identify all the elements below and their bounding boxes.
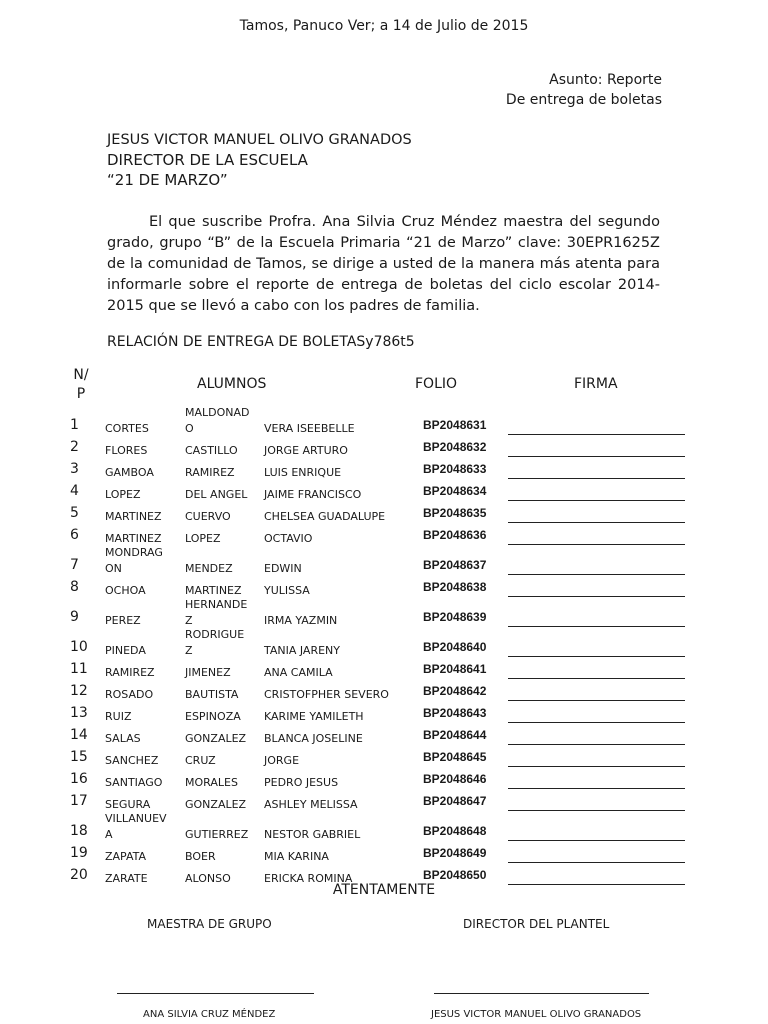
signature-line[interactable] xyxy=(508,678,685,679)
student-lastname-1: ZAPATA xyxy=(105,850,147,863)
row-number: 7 xyxy=(70,557,79,573)
left-signature-role: MAESTRA DE GRUPO xyxy=(147,917,272,931)
closing-salutation-text: ATENTAMENTE xyxy=(332,882,436,898)
addressee-block xyxy=(107,130,412,190)
student-lastname-2: CUERVO xyxy=(185,510,231,523)
right-signature-name: JESUS VICTOR MANUEL OLIVO GRANADOS xyxy=(431,1009,642,1020)
header-folio: FOLIO xyxy=(415,376,458,392)
left-signature-line xyxy=(117,993,314,994)
signature-line[interactable] xyxy=(508,862,685,863)
student-lastname-1: GAMBOA xyxy=(105,466,154,479)
header-np: N/ P xyxy=(73,367,89,402)
row-number: 10 xyxy=(70,639,88,655)
student-lastname-2: JIMENEZ xyxy=(185,666,231,679)
table-row xyxy=(0,502,768,524)
body-paragraph-text: El que suscribe Profra. Ana Silvia Cruz Méndez maestra del segundo grado, grupo “B” de la Escuela Primaria “21 de Marzo” clave: 30EPR1625Z de la comunidad de Tamos, se dirige a usted de la manera más atenta para informarle sobre el reporte de entrega de boletas del ciclo escolar 2014-2015 que se llevó a cabo con los padres de familia. xyxy=(107,214,660,314)
student-lastname-2: ESPINOZA xyxy=(185,710,241,723)
row-number: 19 xyxy=(70,845,88,861)
folio-number: BP2048646 xyxy=(423,772,487,786)
folio-number: BP2048645 xyxy=(423,750,487,764)
student-lastname-2: GONZALEZ xyxy=(185,732,247,745)
table-row xyxy=(0,842,768,864)
table-row xyxy=(0,546,768,576)
table-row xyxy=(0,702,768,724)
row-number: 9 xyxy=(70,609,79,625)
student-lastname-2: BOER xyxy=(185,850,216,863)
table-row xyxy=(0,812,768,842)
signature-line[interactable] xyxy=(508,522,685,523)
student-lastname-1: SALAS xyxy=(105,732,141,745)
right-signature-role: DIRECTOR DEL PLANTEL xyxy=(463,917,610,931)
table-row xyxy=(0,458,768,480)
date-line: Tamos, Panuco Ver; a 14 de Julio de 2015 xyxy=(239,18,529,34)
subject-block xyxy=(506,70,662,110)
signature-line[interactable] xyxy=(508,840,685,841)
student-lastname-2: MALDONAD O xyxy=(185,406,250,435)
student-lastname-1: SANTIAGO xyxy=(105,776,163,789)
student-lastname-1: RUIZ xyxy=(105,710,132,723)
folio-number: BP2048647 xyxy=(423,794,487,808)
right-signature-line xyxy=(434,993,649,994)
row-number: 1 xyxy=(70,417,79,433)
folio-number: BP2048639 xyxy=(423,610,487,624)
row-number: 14 xyxy=(70,727,88,743)
header-firma: FIRMA xyxy=(574,376,618,392)
student-lastname-2: DEL ANGEL xyxy=(185,488,248,501)
student-first-names: VERA ISEEBELLE xyxy=(264,422,355,435)
student-lastname-2: BAUTISTA xyxy=(185,688,239,701)
row-number: 13 xyxy=(70,705,88,721)
signature-line[interactable] xyxy=(508,456,685,457)
signature-line[interactable] xyxy=(508,700,685,701)
signature-line[interactable] xyxy=(508,744,685,745)
row-number: 11 xyxy=(70,661,88,677)
folio-number: BP2048643 xyxy=(423,706,487,720)
row-number: 16 xyxy=(70,771,88,787)
row-number: 3 xyxy=(70,461,79,477)
student-first-names: JAIME FRANCISCO xyxy=(264,488,362,501)
table-row xyxy=(0,658,768,680)
student-first-names: ERICKA ROMINA xyxy=(264,872,353,885)
folio-number: BP2048648 xyxy=(423,824,487,838)
student-lastname-1: SEGURA xyxy=(105,798,151,811)
student-first-names: CHELSEA GUADALUPE xyxy=(264,510,386,523)
table-row xyxy=(0,524,768,546)
signature-line[interactable] xyxy=(508,478,685,479)
folio-number: BP2048633 xyxy=(423,462,487,476)
student-first-names: JORGE xyxy=(264,754,300,767)
table-row xyxy=(0,436,768,458)
signature-line[interactable] xyxy=(508,626,685,627)
table-row xyxy=(0,598,768,628)
body-paragraph xyxy=(107,212,660,317)
signature-line[interactable] xyxy=(508,810,685,811)
folio-number: BP2048638 xyxy=(423,580,487,594)
table-row xyxy=(0,746,768,768)
table-row xyxy=(0,680,768,702)
table-row xyxy=(0,480,768,502)
student-first-names: MIA KARINA xyxy=(264,850,329,863)
student-first-names: BLANCA JOSELINE xyxy=(264,732,363,745)
addressee-position: DIRECTOR DE LA ESCUELA xyxy=(107,151,308,169)
signature-line[interactable] xyxy=(508,596,685,597)
student-lastname-2: CASTILLO xyxy=(185,444,238,457)
student-lastname-2: LOPEZ xyxy=(185,532,221,545)
row-number: 4 xyxy=(70,483,79,499)
row-number: 5 xyxy=(70,505,79,521)
folio-number: BP2048631 xyxy=(423,418,487,432)
student-lastname-1: MARTINEZ xyxy=(105,510,162,523)
folio-number: BP2048650 xyxy=(423,868,487,882)
folio-number: BP2048636 xyxy=(423,528,487,542)
signature-line[interactable] xyxy=(508,500,685,501)
folio-number: BP2048634 xyxy=(423,484,487,498)
signature-line[interactable] xyxy=(508,722,685,723)
student-first-names: IRMA YAZMIN xyxy=(264,614,338,627)
folio-number: BP2048637 xyxy=(423,558,487,572)
student-first-names: CRISTOFPHER SEVERO xyxy=(264,688,389,701)
table-row xyxy=(0,628,768,658)
student-first-names: NESTOR GABRIEL xyxy=(264,828,361,841)
student-first-names: LUIS ENRIQUE xyxy=(264,466,342,479)
row-number: 20 xyxy=(70,867,88,883)
table-row xyxy=(0,724,768,746)
row-number: 17 xyxy=(70,793,88,809)
student-first-names: YULISSA xyxy=(264,584,310,597)
subject-line-2: De entrega de boletas xyxy=(505,92,662,108)
student-first-names: JORGE ARTURO xyxy=(264,444,348,457)
student-lastname-1: LOPEZ xyxy=(105,488,141,501)
table-row xyxy=(0,790,768,812)
student-lastname-2: GUTIERREZ xyxy=(185,828,249,841)
student-first-names: ANA CAMILA xyxy=(264,666,333,679)
student-lastname-2: HERNANDE Z xyxy=(185,598,248,627)
left-signature-name: ANA SILVIA CRUZ MÉNDEZ xyxy=(143,1009,276,1020)
student-lastname-1: MARTINEZ xyxy=(105,532,162,545)
student-first-names: OCTAVIO xyxy=(264,532,313,545)
student-lastname-1: SANCHEZ xyxy=(105,754,159,767)
student-lastname-2: RODRIGUE Z xyxy=(185,628,245,657)
student-first-names: ASHLEY MELISSA xyxy=(264,798,358,811)
row-number: 12 xyxy=(70,683,88,699)
student-lastname-1: MONDRAG ON xyxy=(105,546,163,575)
folio-number: BP2048641 xyxy=(423,662,487,676)
addressee-school: “21 DE MARZO” xyxy=(107,171,228,189)
signature-line[interactable] xyxy=(508,574,685,575)
student-first-names: EDWIN xyxy=(264,562,302,575)
row-number: 6 xyxy=(70,527,79,543)
signature-line[interactable] xyxy=(508,656,685,657)
student-lastname-1: OCHOA xyxy=(105,584,146,597)
folio-number: BP2048640 xyxy=(423,640,487,654)
list-title: RELACIÓN DE ENTREGA DE BOLETASy786t5 xyxy=(107,334,415,350)
subject-line-1: Asunto: Reporte xyxy=(549,72,662,88)
student-first-names: TANIA JARENY xyxy=(264,644,341,657)
table-row xyxy=(0,406,768,436)
student-lastname-2: GONZALEZ xyxy=(185,798,247,811)
folio-number: BP2048644 xyxy=(423,728,487,742)
row-number: 15 xyxy=(70,749,88,765)
student-lastname-2: ALONSO xyxy=(185,872,231,885)
folio-number: BP2048649 xyxy=(423,846,487,860)
student-lastname-1: FLORES xyxy=(105,444,148,457)
table-row xyxy=(0,576,768,598)
row-number: 18 xyxy=(70,823,88,839)
student-lastname-1: CORTES xyxy=(105,422,149,435)
signature-line[interactable] xyxy=(508,766,685,767)
row-number: 8 xyxy=(70,579,79,595)
closing-salutation xyxy=(0,882,768,898)
student-lastname-2: RAMIREZ xyxy=(185,466,235,479)
row-number: 2 xyxy=(70,439,79,455)
student-lastname-1: PEREZ xyxy=(105,614,141,627)
table-row xyxy=(0,768,768,790)
student-lastname-1: VILLANUEV A xyxy=(105,812,167,841)
signature-line[interactable] xyxy=(508,434,685,435)
header-alumnos: ALUMNOS xyxy=(197,376,267,392)
addressee-name: JESUS VICTOR MANUEL OLIVO GRANADOS xyxy=(107,132,412,148)
folio-number: BP2048635 xyxy=(423,506,487,520)
student-lastname-1: ROSADO xyxy=(105,688,154,701)
folio-number: BP2048642 xyxy=(423,684,487,698)
student-lastname-2: MENDEZ xyxy=(185,562,233,575)
student-lastname-1: PINEDA xyxy=(105,644,146,657)
student-lastname-2: CRUZ xyxy=(185,754,216,767)
student-first-names: KARIME YAMILETH xyxy=(264,710,364,723)
folio-number: BP2048632 xyxy=(423,440,487,454)
student-lastname-2: MARTINEZ xyxy=(185,584,242,597)
student-lastname-2: MORALES xyxy=(185,776,238,789)
signature-line[interactable] xyxy=(508,788,685,789)
student-lastname-1: RAMIREZ xyxy=(105,666,155,679)
signature-line[interactable] xyxy=(508,544,685,545)
student-lastname-1: ZARATE xyxy=(105,872,148,885)
student-first-names: PEDRO JESUS xyxy=(264,776,339,789)
